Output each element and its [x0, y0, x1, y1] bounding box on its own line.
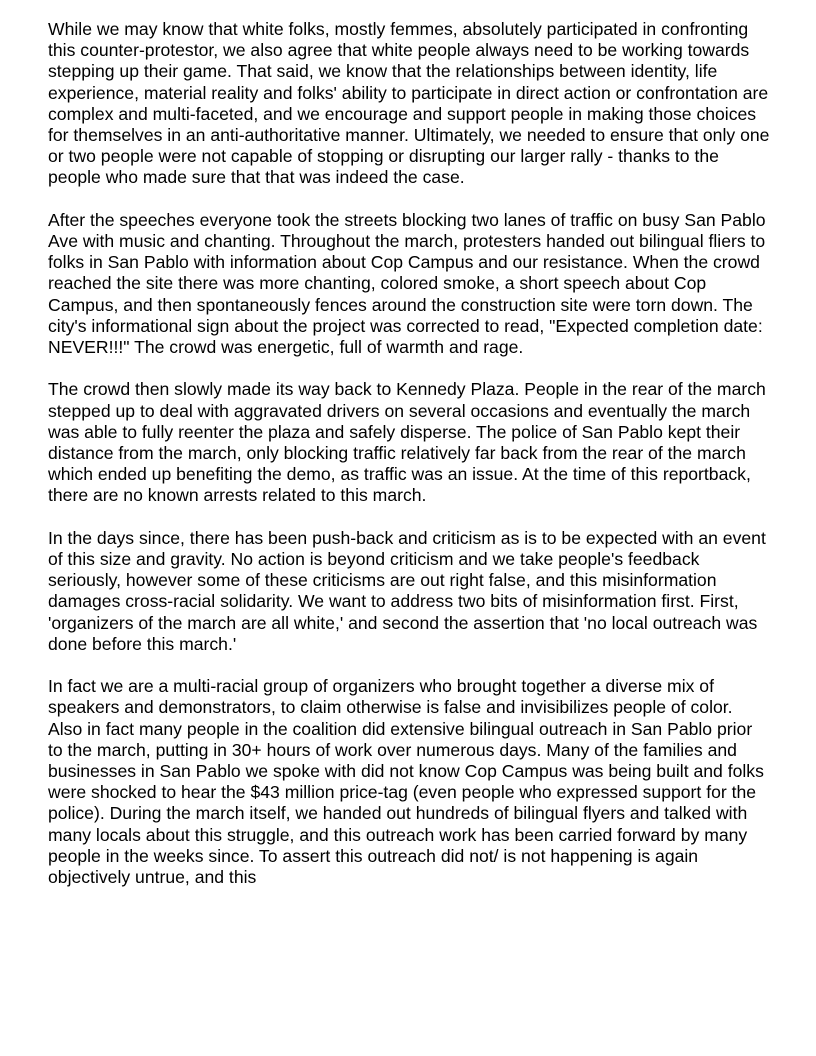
- paragraph-counter-protestor: While we may know that white folks, mostly femmes, absolutely participated in confronting this counter-protestor, we also agree that white people always need to be working towards stepping up their game. That said, we know that the relationships between identity, life experience, material reality and folks' ability to participate in direct action or confrontation are complex and multi-faceted, and we encourage and support people in making those choices for themselves in an anti-authoritative manner. Ultimately, we needed to ensure that only one or two people were not capable of stopping or disrupting our larger rally - thanks to the people who made sure that that was indeed the case.: [48, 19, 770, 188]
- paragraph-march-streets: After the speeches everyone took the streets blocking two lanes of traffic on busy San Pablo Ave with music and chanting. Throughout the march, protesters handed out bilingual fliers to folks in San Pablo with information about Cop Campus and our resistance. When the crowd reached the site there was more chanting, colored smoke, a short speech about Cop Campus, and then spontaneously fences around the construction site were torn down. The city's informational sign about the project was corrected to read, "Expected completion date: NEVER!!!" The crowd was energetic, full of warmth and rage.: [48, 209, 766, 358]
- paragraph-return-to-plaza: The crowd then slowly made its way back to Kennedy Plaza. People in the rear of the march stepped up to deal with aggravated drivers on several occasions and eventually the march was able to fully reenter the plaza and safely disperse. The police of San Pablo kept their distance from the march, only blocking traffic relatively far back from the rear of the march which ended up benefiting the demo, as traffic was an issue. At the time of this reportback, there are no known arrests related to this march.: [48, 379, 766, 506]
- paragraph-criticism: In the days since, there has been push-back and criticism as is to be expected with an event of this size and gravity. No action is beyond criticism and we take people's feedback seriously, however some of these criticisms are out right false, and this misinformation damages cross-racial solidarity. We want to address two bits of misinformation first. First, 'organizers of the march are all white,' and second the assertion that 'no local outreach was done before this march.': [48, 527, 766, 654]
- paragraph-outreach: In fact we are a multi-racial group of organizers who brought together a diverse mix of speakers and demonstrators, to claim otherwise is false and invisibilizes people of color. Also in fact many people in the coalition did extensive bilingual outreach in San Pablo prior to the march, putting in 30+ hours of work over numerous days. Many of the families and businesses in San Pablo we spoke with did not know Cop Campus was being built and folks were shocked to hear the $43 million price-tag (even people who expressed support for the police). During the march itself, we handed out hundreds of bilingual flyers and talked with many locals about this struggle, and this outreach work has been carried forward by many people in the weeks since. To assert this outreach did not/ is not happening is again objectively untrue, and this: [48, 676, 764, 888]
- document-page: [48, 19, 770, 888]
